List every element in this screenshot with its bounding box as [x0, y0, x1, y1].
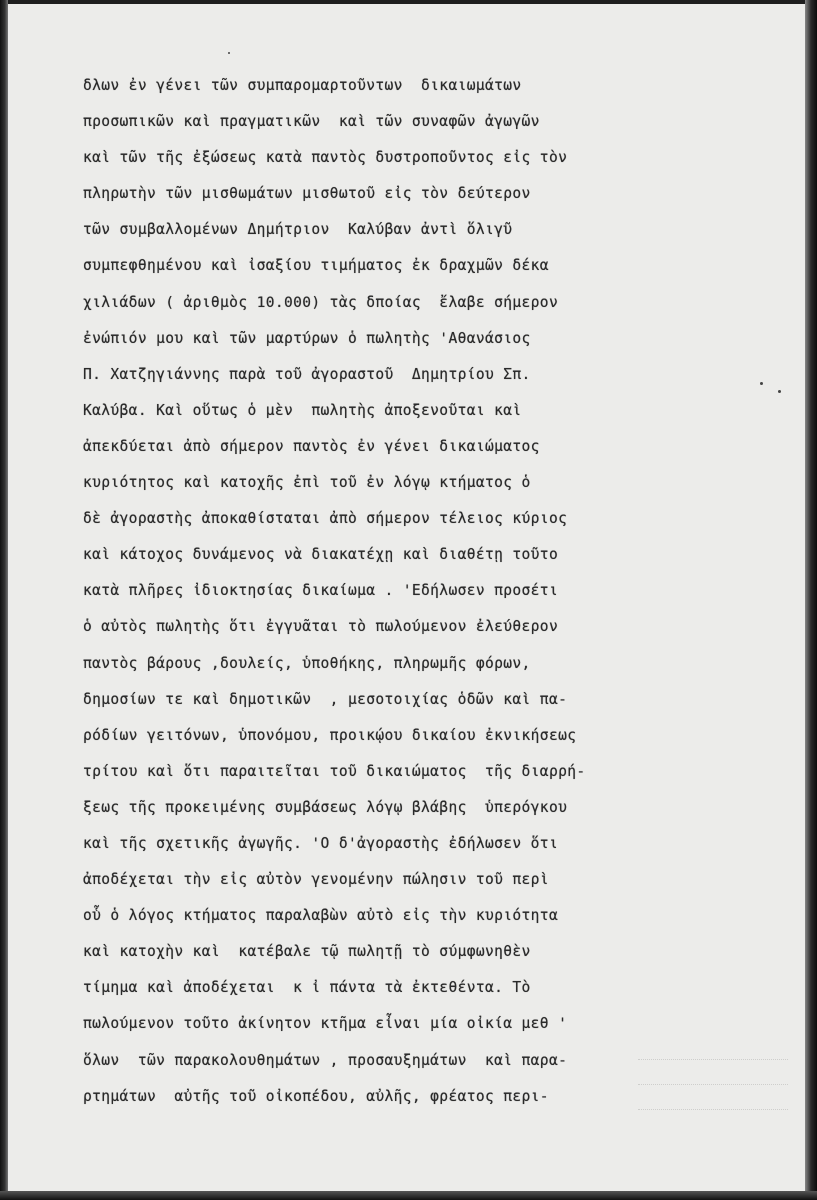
- text-line: ἀποδέχεται τὴν εἰς αὐτὸν γενομένην πώλησιν τοῦ περὶ: [83, 871, 549, 889]
- text-line: πωλούμενον τοῦτο ἀκίνητον κτῆμα εἶναι μία οἰκία μεθ ': [83, 1015, 568, 1033]
- text-line: δλων ἐν γένει τῶν συμπαρομαρτοῦντων δικαιωμάτων: [83, 77, 522, 94]
- text-line: ὅλων τῶν παρακολουθημάτων , προσαυξημάτων καὶ παρα-: [83, 1051, 568, 1069]
- ink-speck: [778, 390, 781, 393]
- text-line: οὗ ὁ λόγος κτήματος παραλαβὼν αὐτὸ εἰς τὴν κυριότητα: [83, 907, 559, 925]
- text-line: καὶ κατοχὴν καὶ κατέβαλε τῷ πωλητῇ τὸ σύμφωνηθὲν: [83, 943, 531, 961]
- text-line: ρόδίων γειτόνων, ὑπονόμου, προικῴου δικαίου ἐκνικήσεως: [83, 726, 577, 744]
- text-line: δημοσίων τε καὶ δημοτικῶν , μεσοτοιχίας ὁδῶν καὶ πα-: [83, 690, 568, 708]
- ink-speck: [760, 382, 763, 385]
- text-line: καὶ κάτοχος δυνάμενος νὰ διακατέχῃ καὶ διαθέτῃ τοῦτο: [83, 546, 559, 564]
- bleed-through-marks: [638, 1059, 788, 1139]
- ink-speck: [228, 52, 230, 54]
- scan-border-left: [0, 0, 8, 1200]
- text-line: κατὰ πλῆρες ἰδιοκτησίας δικαίωμα . 'Εδήλωσεν προσέτι: [83, 582, 559, 600]
- text-line: Π. Χατζηγιάννης παρὰ τοῦ ἀγοραστοῦ Δημητρίου Σπ.: [83, 365, 531, 383]
- text-line: ἐνώπιόν μου καὶ τῶν μαρτύρων ὁ πωλητὴς 'Αθανάσιος: [83, 329, 531, 347]
- scan-border-right: [805, 0, 817, 1200]
- text-line: συμπεφθημένου καὶ ἰσαξίου τιμήματος ἐκ δραχμῶν δέκα: [83, 257, 549, 275]
- text-line: τίμημα καὶ ἀποδέχεται κ ἰ πάντα τὰ ἐκτεθέντα. Τὸ: [83, 979, 531, 997]
- text-line: ἀπεκδύεται ἀπὸ σήμερον παντὸς ἐν γένει δικαιώματος: [83, 437, 540, 455]
- text-line: κυριότητος καὶ κατοχῆς ἐπὶ τοῦ ἐν λόγῳ κτήματος ὁ: [83, 474, 531, 492]
- text-line: καὶ τῆς σχετικῆς ἀγωγῆς. 'Ο δ'ἀγοραστὴς ἐδήλωσεν ὅτι: [83, 834, 559, 852]
- text-line: Καλύβα. Καὶ οὕτως ὁ μὲν πωλητὴς ἀποξενοῦται καὶ: [83, 401, 522, 419]
- document-page: [8, 4, 805, 1192]
- text-line: πληρωτὴν τῶν μισθωμάτων μισθωτοῦ εἰς τὸν δεύτερον: [83, 185, 531, 203]
- text-line: τῶν συμβαλλομένων Δημήτριον Καλύβαν ἀντὶ ὅλιγῦ: [83, 221, 513, 239]
- text-line: τρίτου καὶ ὅτι παραιτεῖται τοῦ δικαιώματος τῆς διαρρή-: [83, 762, 586, 780]
- text-line: δὲ ἀγοραστὴς ἀποκαθίσταται ἀπὸ σήμερον τέλειος κύριος: [83, 510, 568, 528]
- text-line: ὁ αὐτὸς πωλητὴς ὅτι ἐγγυᾶται τὸ πωλούμενον ἐλεύθερον: [83, 618, 559, 636]
- text-line: ξεως τῆς προκειμένης συμβάσεως λόγῳ βλάβης ὑπερόγκου: [83, 798, 568, 816]
- text-line: χιλιάδων ( ἀριθμὸς 10.000) τὰς δποίας ἔλαβε σήμερον: [83, 293, 559, 311]
- text-line: καὶ τῶν τῆς ἐξώσεως κατὰ παντὸς δυστροποῦντος εἰς τὸν: [83, 149, 568, 167]
- text-line: προσωπικῶν καὶ πραγματικῶν καὶ τῶν συναφῶν ἀγωγῶν: [83, 113, 540, 131]
- typed-text-body: [83, 68, 663, 1115]
- scan-border-bottom: [0, 1191, 817, 1200]
- text-line: ρτημάτων αὐτῆς τοῦ οἰκοπέδου, αὐλῆς, φρέατος περι-: [83, 1087, 549, 1105]
- text-line: παντὸς βάρους ,δουλείς, ὑποθήκης, πληρωμῆς φόρων,: [83, 654, 531, 672]
